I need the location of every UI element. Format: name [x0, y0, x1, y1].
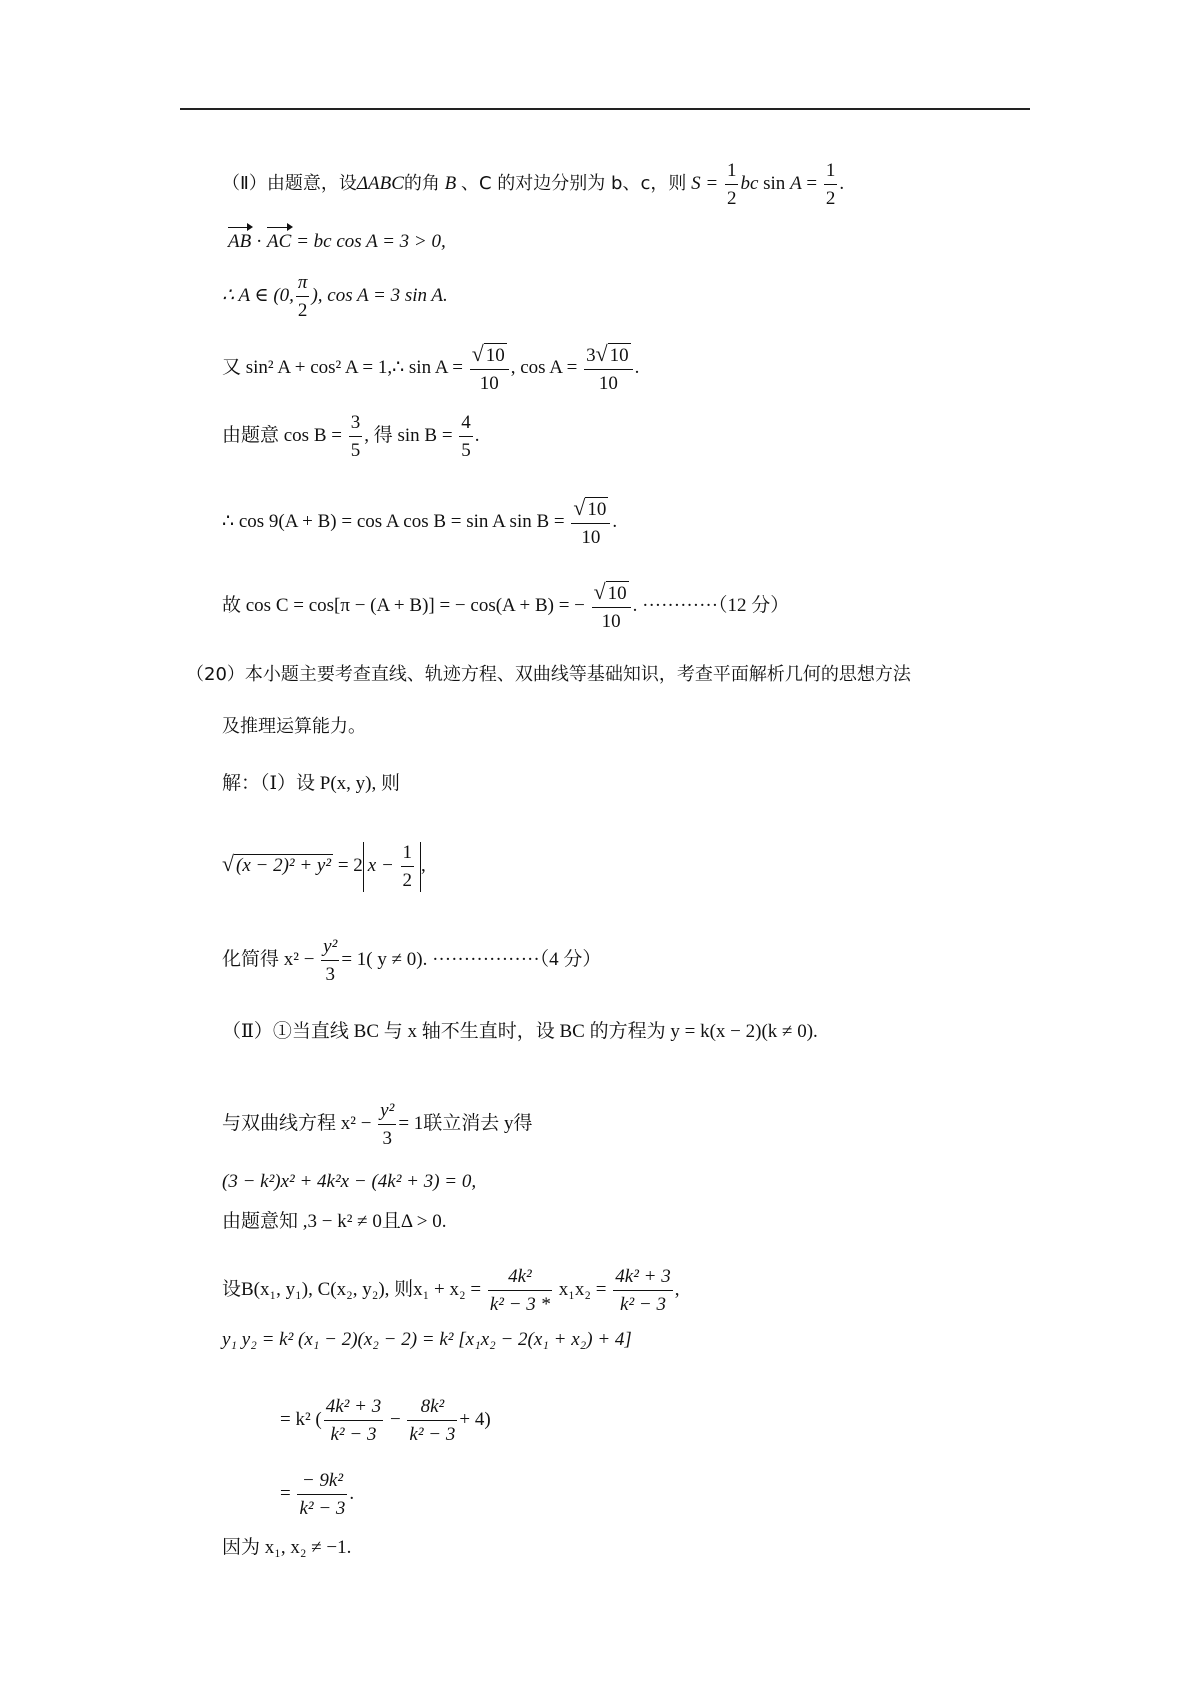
fraction-result: $\frac{\text{− 9k²}}{\text{k² − 3}}$: [299, 1470, 346, 1519]
question-20-intro-cont: 及推理运算能力。: [222, 716, 366, 737]
angle-range-line: ∴ A ∈ (0, $\frac{\pi}{2}$ ), cos A = 3 sin A.: [222, 272, 448, 321]
header-rule: [180, 108, 1030, 110]
vieta-line: 设B(x₁, y₁), C(x₂, y₂), 则x₁ + x₂ = $\frac{\text{4k²}}{\text{k² − 3 *}}$ x₁x₂ = $\frac{\text{4k² + 3}}{\text{k² − 3}}$ ,: [222, 1266, 680, 1315]
fraction-product: $\frac{\text{4k² + 3}}{\text{k² − 3}}$: [325, 1396, 382, 1445]
question-20-intro: （20）本小题主要考查直线、轨迹方程、双曲线等基础知识，考查平面解析几何的思想方法: [186, 664, 911, 685]
solution-part2: （Ⅱ）①当直线 BC 与 x 轴不生直时，设 BC 的方程为 y = k(x − 2)(k ≠ 0).: [222, 1021, 818, 1042]
cos-c-line: 故 cos C = cos[π − (A + B)] = − cos(A + B) = − $\frac{√ 10}{10}$ . ············（12 分）: [222, 580, 790, 633]
fraction-sum: $\frac{\text{4k²}}{\text{k² − 3 *}}$: [489, 1266, 551, 1315]
simplified-equation: 化简得 x² − $\frac{\text{y²}}{3}$ = 1( y ≠ 0). ·················（4 分）: [222, 936, 602, 985]
hyperbola-line: 与双曲线方程 x² − $\frac{\text{y²}}{3}$ = 1联立消去 y得: [222, 1100, 533, 1149]
fraction-sqrt10-over-10: $\frac{√ 10}{10}$: [470, 342, 509, 395]
fraction-8k2: $\frac{\text{8k²}}{\text{k² − 3}}$: [409, 1396, 456, 1445]
fraction-y2-over-3: $\frac{\text{y²}}{3}$: [323, 936, 338, 985]
quadratic-equation: (3 − k²)x² + 4k²x − (4k² + 3) = 0,: [222, 1171, 477, 1192]
fraction-half: $\frac{1}{2}$: [825, 160, 836, 209]
distance-equation: √ (x − 2)² + y² = 2 x − $\frac{1}{2}$ ,: [222, 842, 426, 891]
cos-sum-line: ∴ cos 9(A + B) = cos A cos B = sin A sin B = $\frac{√ 10}{10}$ .: [222, 496, 618, 549]
fraction-pi-over-2: $\frac{\pi}{2}$: [297, 272, 308, 321]
fraction-sqrt10-over-10: $\frac{√ 10}{10}$: [592, 580, 631, 633]
fraction-y2-over-3: $\frac{\text{y²}}{3}$: [380, 1100, 395, 1149]
y1y2-line: y₁ y₂ = k² (x₁ − 2)(x₂ − 2) = k² [x₁x₂ − 2(x₁ + x₂) + 4]: [222, 1329, 632, 1350]
fraction-half: $\frac{1}{2}$: [726, 160, 737, 209]
y1y2-step3: = $\frac{\text{− 9k²}}{\text{k² − 3}}$ .: [280, 1470, 355, 1519]
because-line: 因为 x₁, x₂ ≠ −1.: [222, 1537, 352, 1558]
fraction-3sqrt10-over-10: $\frac{3√ 10}{10}$: [584, 342, 633, 395]
part2-intro: （Ⅱ）由题意，设ΔABC的角 B 、C 的对边分别为 b、c，则 S = $\frac{1}{2}$ bc sin A = $\frac{1}{2}$ .: [222, 160, 845, 209]
condition-line: 由题意知 ,3 − k² ≠ 0且Δ > 0.: [222, 1211, 447, 1232]
fraction-4-over-5: $\frac{4}{5}$: [461, 412, 471, 461]
fraction-sqrt10-over-10: $\frac{√ 10}{10}$: [571, 496, 610, 549]
sin-cos-line: 又 sin² A + cos² A = 1,∴ sin A = $\frac{√ 10}{10}$ , cos A = $\frac{3√ 10}{10}$ .: [222, 342, 640, 395]
cos-b-line: 由题意 cos B = $\frac{3}{5}$ , 得 sin B = $\frac{4}{5}$ .: [222, 412, 480, 461]
fraction-product: $\frac{\text{4k² + 3}}{\text{k² − 3}}$: [615, 1266, 671, 1315]
dot-product-line: AB · AC = bc cos A = 3 > 0,: [228, 231, 446, 252]
fraction-3-over-5: $\frac{3}{5}$: [350, 412, 361, 461]
y1y2-step2: = k² ( $\frac{\text{4k² + 3}}{\text{k² − 3}}$ − $\frac{\text{8k²}}{\text{k² − 3}}$ + 4): [280, 1396, 491, 1445]
fraction-half: $\frac{1}{2}$: [402, 842, 413, 891]
solution-part1: 解：（Ⅰ）设 P(x, y), 则: [222, 773, 400, 794]
